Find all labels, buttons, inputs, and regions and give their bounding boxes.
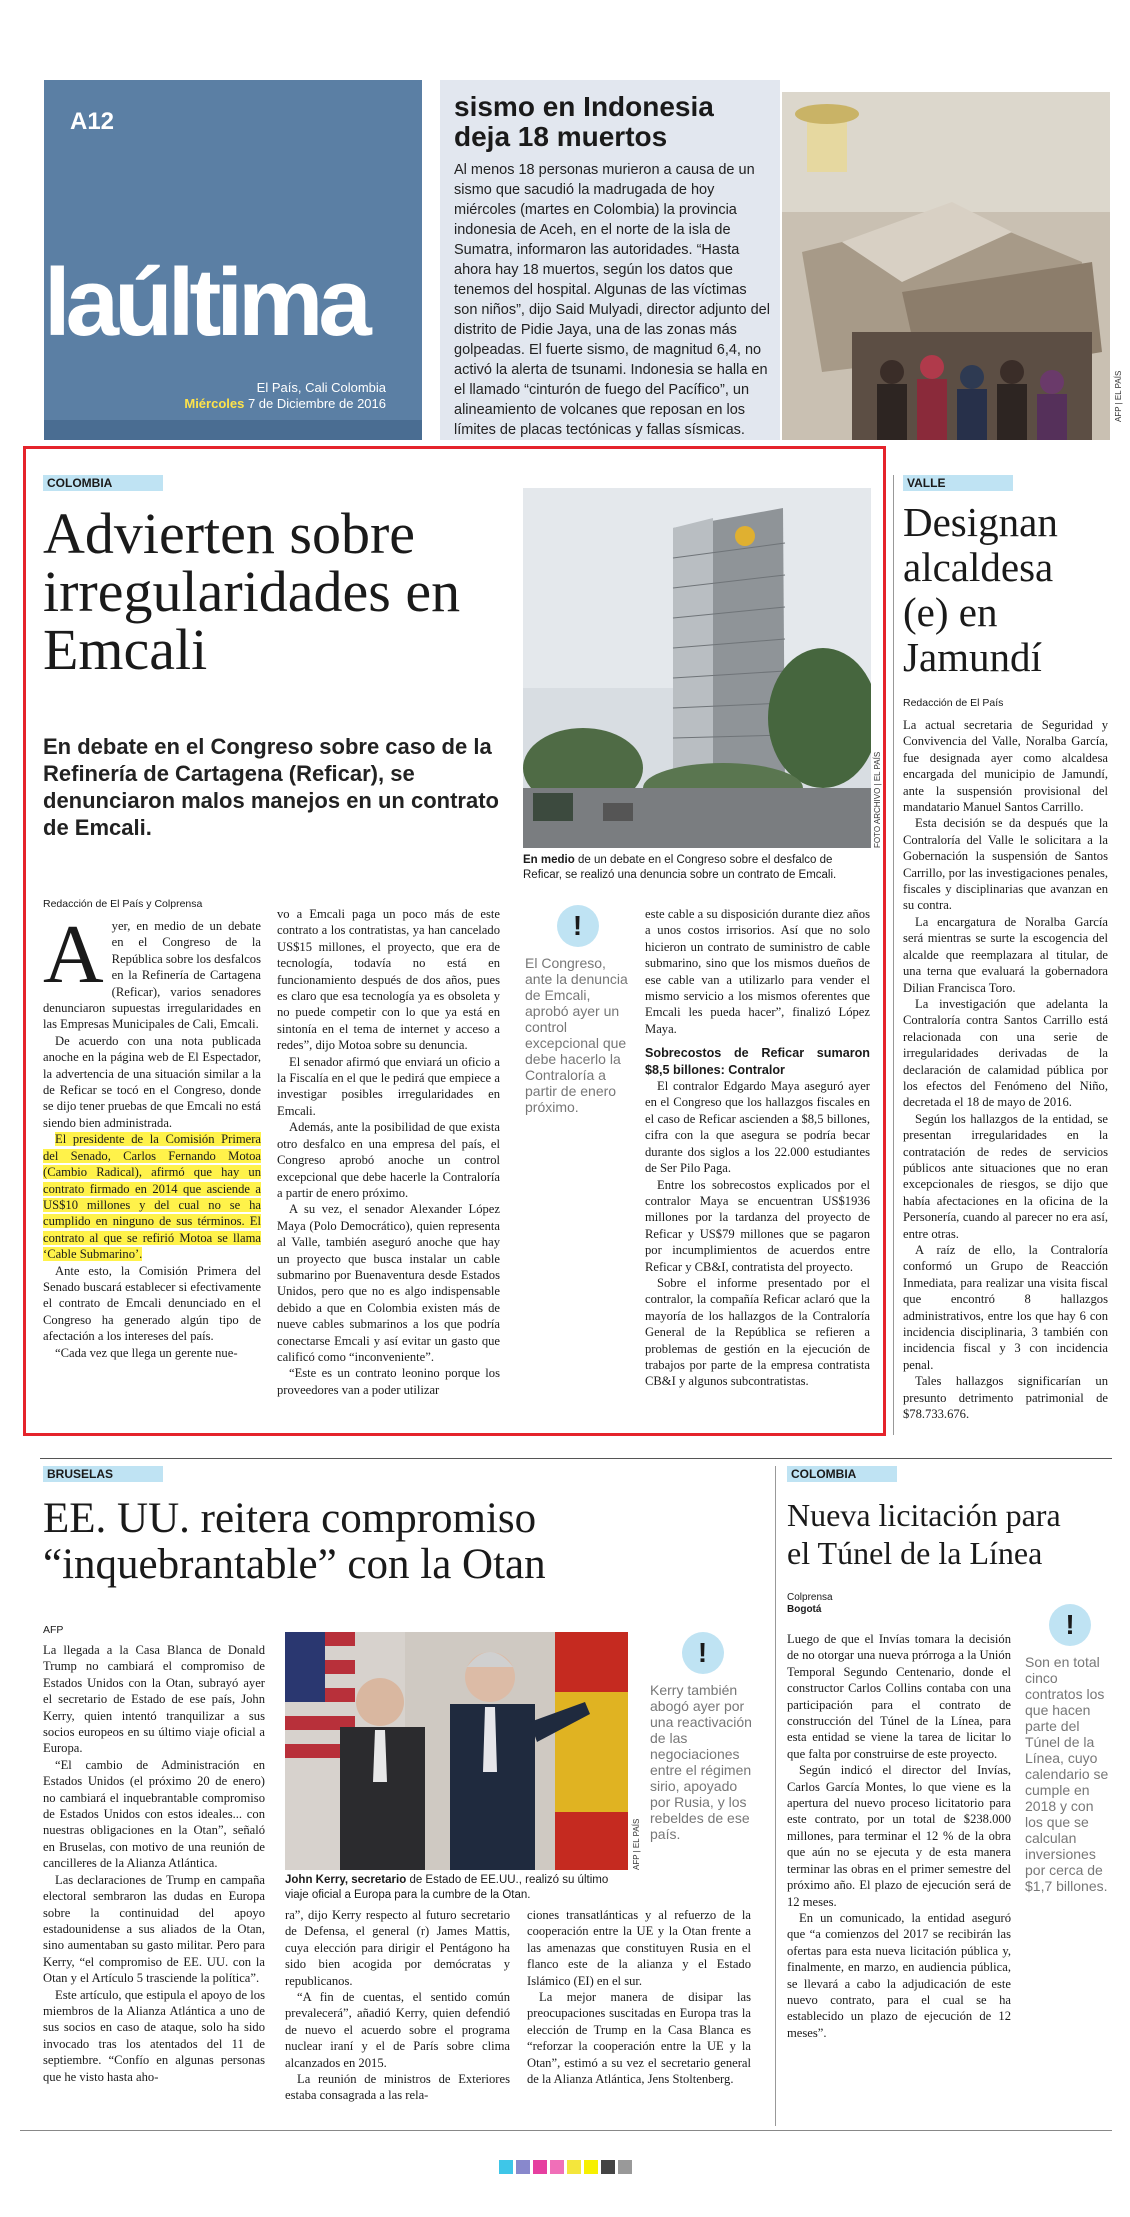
side-body xyxy=(903,717,1108,1422)
paragraph: El contralor Edgardo Maya aseguró ayer en el Congreso que los hallazgos fiscales en el caso de Reficar ascienden a $8,5 billones, cifra con la que asegura se podría becar durante dos siglos a los 22.000 estudiantes de Ser Pilo Paga. xyxy=(645,1079,870,1176)
tunnel-byline xyxy=(787,1592,833,1616)
dropcap: A xyxy=(43,908,104,1001)
emcali-building-photo xyxy=(523,488,882,848)
paragraph: A raíz de ello, la Contraloría conformó un Grupo de Reacción Inmediata, para realizar una visita fiscal que encontró 8 hallazgos administrativos, entre los que hay 6 con incidencia disciplinaria, 3 también con incidencia fiscal y 3 con incidencia penal. xyxy=(903,1243,1108,1372)
brussels-headline-line2: “inquebrantable” con la Otan xyxy=(43,1541,546,1588)
paragraph: Además, ante la posibilidad de que exista otro desfalco en una empresa del país, el Congreso aprobó anoche un control excepcional que debe hacerle la Contraloría a partir de enero próximo. xyxy=(277,1120,500,1200)
date-line xyxy=(184,396,386,412)
main-byline: Redacción de El País y Colprensa xyxy=(43,898,203,910)
color-swatch xyxy=(516,2160,530,2174)
color-swatch xyxy=(584,2160,598,2174)
color-swatch xyxy=(567,2160,581,2174)
paragraph: Luego de que el Invías tomara la decisión de no otorgar una nueva prórroga a la Unión Temporal Segundo Centenario, donde el constructor Carlos Collins contaba con una participación para el contrato de construcción del Túnel de la Línea, para esta entidad se viene la tarea de licitar lo que falta por construirse de este proyecto. xyxy=(787,1632,1011,1761)
paragraph: La mejor manera de disipar las preocupaciones suscitadas en Europa tras la elección de Trump en la Casa Blanca es “reforzar la cooperación entre la UE y la Otan”, estimó a su vez el secretario general de la Alianza Atlántica, Jens Stoltenberg. xyxy=(527,1990,751,2087)
main-column-3 xyxy=(645,906,870,1390)
pull-quote-text: El Congreso, ante la denuncia de Emcali, aprobó ayer un control excepcional que debe hacerlo la Contraloría a partir de enero próximo. xyxy=(525,955,628,1115)
paragraph: Sobre el informe presentado por el contralor, la compañía Reficar aclaró que la mayoría de los hallazgos de la Contraloría General de la República se refieren a problemas de gestión en la ejecución de trabajos por parte de la empresa contratista CB&I y algunos subcontratistas. xyxy=(645,1275,870,1389)
color-swatch xyxy=(601,2160,615,2174)
tunnel-headline-line1: Nueva licitación para xyxy=(787,1497,1061,1533)
paragraph: Esta decisión se da después que la Contraloría del Valle le solicitara a la Gobernación la suspensión de Santos Carrillo, por las investigaciones penales, fiscales y disciplinarias que avanzan en su contra. xyxy=(903,816,1108,913)
tunnel-kicker: COLOMBIA xyxy=(787,1466,897,1482)
paragraph: La investigación que adelanta la Contraloría contra Santos Carrillo está relacionada con una serie de irregularidades derivadas de la declaración de calamidad pública por los efectos del Fenómeno del Niño, decretada el 18 de mayo de 2016. xyxy=(903,996,1108,1110)
brussels-column-3 xyxy=(527,1907,751,2087)
main-pull-quote xyxy=(525,905,630,1115)
earthquake-photo xyxy=(782,92,1123,440)
paragraph: ra”, dijo Kerry respecto al futuro secretario de Defensa, el general (r) James Mattis, cuya elección para dirigir el Pentágono ha sido bien acogida por demócratas y republicanos. xyxy=(285,1908,510,1988)
footer-rule xyxy=(20,2130,1112,2131)
brussels-headline xyxy=(43,1496,743,1588)
top-photo-credit: AFP | EL PAÍS xyxy=(1114,370,1123,422)
paragraph: “Cada vez que llega un gerente nue- xyxy=(55,1345,238,1360)
date-label: 7 de Diciembre de 2016 xyxy=(247,396,386,411)
day-label: Miércoles xyxy=(184,396,245,411)
caption-lead: En medio xyxy=(523,854,575,866)
masthead-stripe xyxy=(44,420,422,440)
side-byline: Redacción de El País xyxy=(903,697,1004,709)
paragraph: Las declaraciones de Trump en campaña electoral sembraron las dudas en Europa sobre la continuidad del apoyo estadounidense a sus aliados de la Otan, sino aumentaban su gasto militar. Pero para Kerry, “el compromiso de EE. UU. con la Otan y el Artículo 5 trasciende la política”. xyxy=(43,1872,265,1986)
main-deck: En debate en el Congreso sobre caso de la Refinería de Cartagena (Reficar), se denunciaron malos manejos en un contrato de Emcali. xyxy=(43,734,499,840)
exclamation-icon: ! xyxy=(1049,1604,1091,1646)
subheading: Sobrecostos de Reficar sumaron $8,5 billones: Contralor xyxy=(645,1046,870,1077)
top-story-body: Al menos 18 personas murieron a causa de un sismo que sacudió la madrugada de hoy miércoles (martes en Colombia) la provincia indonesia de Aceh, en el norte de la isla de Sumatra, informaron las autoridades. “Hasta ahora hay 18 muertos, según los datos que tenemos del hospital. Algunas de las víctimas son niños”, dijo Said Mulyadi, director adjunto del distrito de Pidie Jaya, una de las zonas más golpeadas. El fuerte sismo, de magnitud 6,4, no activó la alerta de tsunami. Indonesia se halla en el llamado “cinturón de fuego del Pacífico”, un alineamiento de volcanes que reposan en los límites de placas tectónicas y fallas sísmicas. xyxy=(454,162,770,438)
paragraph: En un comunicado, la entidad aseguró que “a comienzos del 2017 se recibirán las ofertas para esta nueva licitación pública y, finalmente, en marzo, en audiencia pública, se llevará a cabo la adjudicación de este nuevo contrato, para el cual se ha establecido un plazo de ejecución de 12 meses”. xyxy=(787,1910,1011,2040)
caption-text: de un debate en el Congreso sobre el desfalco de Reficar, se realizó una denuncia sobre un contrato de Emcali. xyxy=(523,854,837,881)
top-story-headline xyxy=(454,92,770,152)
paragraph: Según indicó el director del Invías, Carlos García Montes, lo que viene es la apertura del nuevo proceso licitatorio para este contrato, por un total de $238.000 millones, para terminar el 12 % de la obra que aún no se ejecuta y de esta manera terminar las obras en el primer semestre del próximo año. El plazo de ejecución será de 12 meses. xyxy=(787,1763,1011,1909)
brussels-byline: AFP xyxy=(43,1624,64,1636)
byline-source: Colprensa xyxy=(787,1592,833,1603)
paragraph: “Este es un contrato leonino porque los proveedores van a poder utilizar xyxy=(277,1366,500,1397)
paragraph: Ante esto, la Comisión Primera del Senado buscará establecer si efectivamente el contrato de Emcali denunciado en el Congreso ha generado algún tipo de afectación a los intereses del país. xyxy=(43,1263,261,1344)
top-headline-line1: sismo en Indonesia xyxy=(454,91,714,122)
brussels-headline-line1: EE. UU. reitera compromiso xyxy=(43,1495,537,1542)
paragraph: “El cambio de Administración en Estados Unidos (el próximo 20 de enero) no cambiará el inquebrantable compromiso de Estados Unidos con estos ideales... con nuestras obligaciones en la Otan”, señaló en Bruselas, con motivo de una reunión de cancilleres de la Alianza Atlántica. xyxy=(43,1757,265,1871)
color-swatch xyxy=(533,2160,547,2174)
side-headline: Designan alcaldesa (e) en Jamundí xyxy=(903,499,1058,680)
masthead xyxy=(44,80,422,440)
main-lead-paragraph xyxy=(43,908,262,1033)
registration-color-bar xyxy=(499,2160,635,2174)
kerry-photo xyxy=(285,1632,641,1870)
main-column-2 xyxy=(277,906,500,1398)
side-kicker: VALLE xyxy=(903,475,1013,491)
paragraph: Entre los sobrecostos explicados por el contralor Maya se encuentran US$1936 millones por la tardanza del proyecto de Reficar y US$79 millones que se pagaron por incumplimientos de acuerdos entre Reficar y CB&I, contratista del proyecto. xyxy=(645,1177,870,1274)
paragraph: este cable a su disposición durante diez años a unos costos irrisorios. Así que no solo hicieron un contrato de suministro de cable submarino, sino que los mismos dueños de ese cable van a utilizarlo para vender el mismo servicio a los mismos oferentes que Emcali les pueda hacer”, finalizó López Maya. xyxy=(645,907,870,1036)
highlighted-paragraph xyxy=(43,1131,261,1262)
exclamation-icon: ! xyxy=(557,905,599,947)
highlighted-text: El presidente de la Comisión Primera del Senado, Carlos Fernando Motoa (Cambio Radical), afirmó que hay un contrato firmado en 2014 que asciende a US$10 millones y del cual no se ha cumplido en ninguno de sus términos. El contrato al que se refirió Motoa se llama ‘Cable Submarino’. xyxy=(43,1132,261,1262)
paragraph: La actual secretaria de Seguridad y Convivencia del Valle, Noralba García, fue designada ayer como alcaldesa encargada del municipio de Jamundí, ante la suspensión provisional del mandatario Manuel Santos Carrillo. xyxy=(903,718,1108,815)
main-column-1 xyxy=(43,908,262,1361)
top-headline-line2: deja 18 muertos xyxy=(454,121,668,152)
color-swatch xyxy=(499,2160,513,2174)
column-rule xyxy=(775,1466,776,2126)
masthead-info xyxy=(184,380,386,412)
tunnel-body xyxy=(787,1631,1011,2041)
caption-text: de Estado de EE.UU., realizó su último viaje oficial a Europa para la cumbre de la Otan. xyxy=(285,1874,609,1901)
page-number: A12 xyxy=(70,108,115,135)
column-rule xyxy=(893,475,894,1435)
brussels-photo-credit: AFP | EL PAÍS xyxy=(632,1818,641,1870)
paragraph: Tales hallazgos significarían un presunto detrimento patrimonial de $78.733.676. xyxy=(903,1374,1108,1422)
color-swatch xyxy=(550,2160,564,2174)
tunnel-headline xyxy=(787,1496,1117,1572)
paragraph: La reunión de ministros de Exteriores estaba consagrada a las rela- xyxy=(285,2072,510,2103)
paragraph: A su vez, el senador Alexander López Maya (Polo Democrático), quien representa al Valle, también aseguró anoche que hay un proyecto que busca instalar un cable submarino por Buenaventura desde Estados Unidos, pero que no es algo indispensable debido a que en Colombia existen más de nueve cables submarinos a los que podría conectarse Emcali y así evitar un gasto que calificó como “inconveniente”. xyxy=(277,1202,500,1364)
brussels-pull-quote xyxy=(650,1632,755,1842)
section-rule xyxy=(40,1458,1112,1459)
tunnel-headline-line2: el Túnel de la Línea xyxy=(787,1535,1043,1571)
brussels-kicker: BRUSELAS xyxy=(43,1466,163,1482)
section-brand: laúltima xyxy=(44,249,367,356)
paragraph: ciones transatlánticas y al refuerzo de la cooperación entre la UE y la Otan frente a las amenazas que constituyen Rusia en el flanco este de la alianza y el Estado Islámico (EI) en el sur. xyxy=(527,1908,751,1988)
tunnel-pull-quote xyxy=(1025,1604,1115,1894)
paragraph: El senador afirmó que enviará un oficio a la Fiscalía en el que le pedirá que empiece a investigar posibles irregularidades en Emcali. xyxy=(277,1054,500,1118)
paragraph: Según los hallazgos de la entidad, se presentan irregularidades en la contratación de redes de servicios públicos ante situaciones que no eran excepcionales de riesgos, se dijo que había afectaciones en la oficina de la Personería, cuando al parecer no era así, entre otras. xyxy=(903,1111,1108,1241)
color-swatch xyxy=(618,2160,632,2174)
main-headline: Advierten sobre irregularidades en Emcali xyxy=(43,501,461,682)
paragraph: La encargatura de Noralba García será mientras se surte la escogencia del alcalde que reemplazara al titular, de una terna que evaluará la gobernadora Dilian Francisca Toro. xyxy=(903,914,1108,995)
kerry-photo-caption xyxy=(285,1873,628,1903)
paragraph: vo a Emcali paga un poco más de este contrato a los contratistas, ya han cancelado US$15 millones, el proyecto, que era de tecnología, todavía no está en funcionamiento después de dos años, pues es claro que esa tecnología ya es obsoleta y no puede competir con lo que ya está en sintonía en el tema de internet y acceso a redes”, dijo Motoa sobre su denuncia. xyxy=(277,907,500,1053)
top-story xyxy=(440,80,780,440)
main-photo-caption xyxy=(523,853,873,883)
paragraph: De acuerdo con una nota publicada anoche en la página web de El Espectador, la advertencia de una situación similar a la de Reficar se tocó en el Congreso, donde se dijo tener pruebas de que Emcali no está siendo bien administrada. xyxy=(43,1033,261,1130)
pull-quote-text: Son en total cinco contratos los que hacen parte del Túnel de la Línea, cuyo calendario se cumple en 2018 y con los que se calculan inversiones por cerca de $1,7 billones. xyxy=(1025,1654,1109,1894)
pull-quote-text: Kerry también abogó ayer por una reactivación de las negociaciones entre el régimen sirio, apoyado por Rusia, y los rebeldes de ese país. xyxy=(650,1682,752,1842)
main-photo-credit: FOTO ARCHIVO | EL PAÍS xyxy=(873,751,882,848)
paragraph: “A fin de cuentas, el sentido común prevalecerá”, añadió Kerry, quien defendió de nuevo el acuerdo sobre el programa nuclear iraní y el de París sobre clima alcanzados en 2015. xyxy=(285,1990,510,2070)
brussels-column-1 xyxy=(43,1642,265,2085)
exclamation-icon: ! xyxy=(682,1632,724,1674)
main-kicker: COLOMBIA xyxy=(43,475,163,491)
brussels-column-2 xyxy=(285,1907,510,2104)
paragraph: Este artículo, que estipula el apoyo de los miembros de la Alianza Atlántica a uno de sus socios en caso de ataque, solo ha sido invocado tras los atentados del 11 de septiembre. “Confío en algunas personas que he visto hasta aho- xyxy=(43,1987,265,2084)
caption-lead: John Kerry, secretario xyxy=(285,1874,407,1886)
paragraph: La llegada a la Casa Blanca de Donald Trump no cambiará el compromiso de Estados Unidos con la Otan, subrayó ayer el secretario de Estado de ese país, John Kerry, quien intentó tranquilizar a sus socios europeos en su último viaje oficial a Europa. xyxy=(43,1643,265,1756)
paper-name: El País, Cali Colombia xyxy=(256,380,386,395)
byline-city: Bogotá xyxy=(787,1604,822,1615)
lead-text: yer, en medio de un debate en el Congreso de la República sobre los desfalcos en la Refinería de Cartagena (Reficar), varios senadores denunciaron supuestas irregularidades en las Empresas Municipales de Cali, Emcali. xyxy=(43,919,262,1032)
